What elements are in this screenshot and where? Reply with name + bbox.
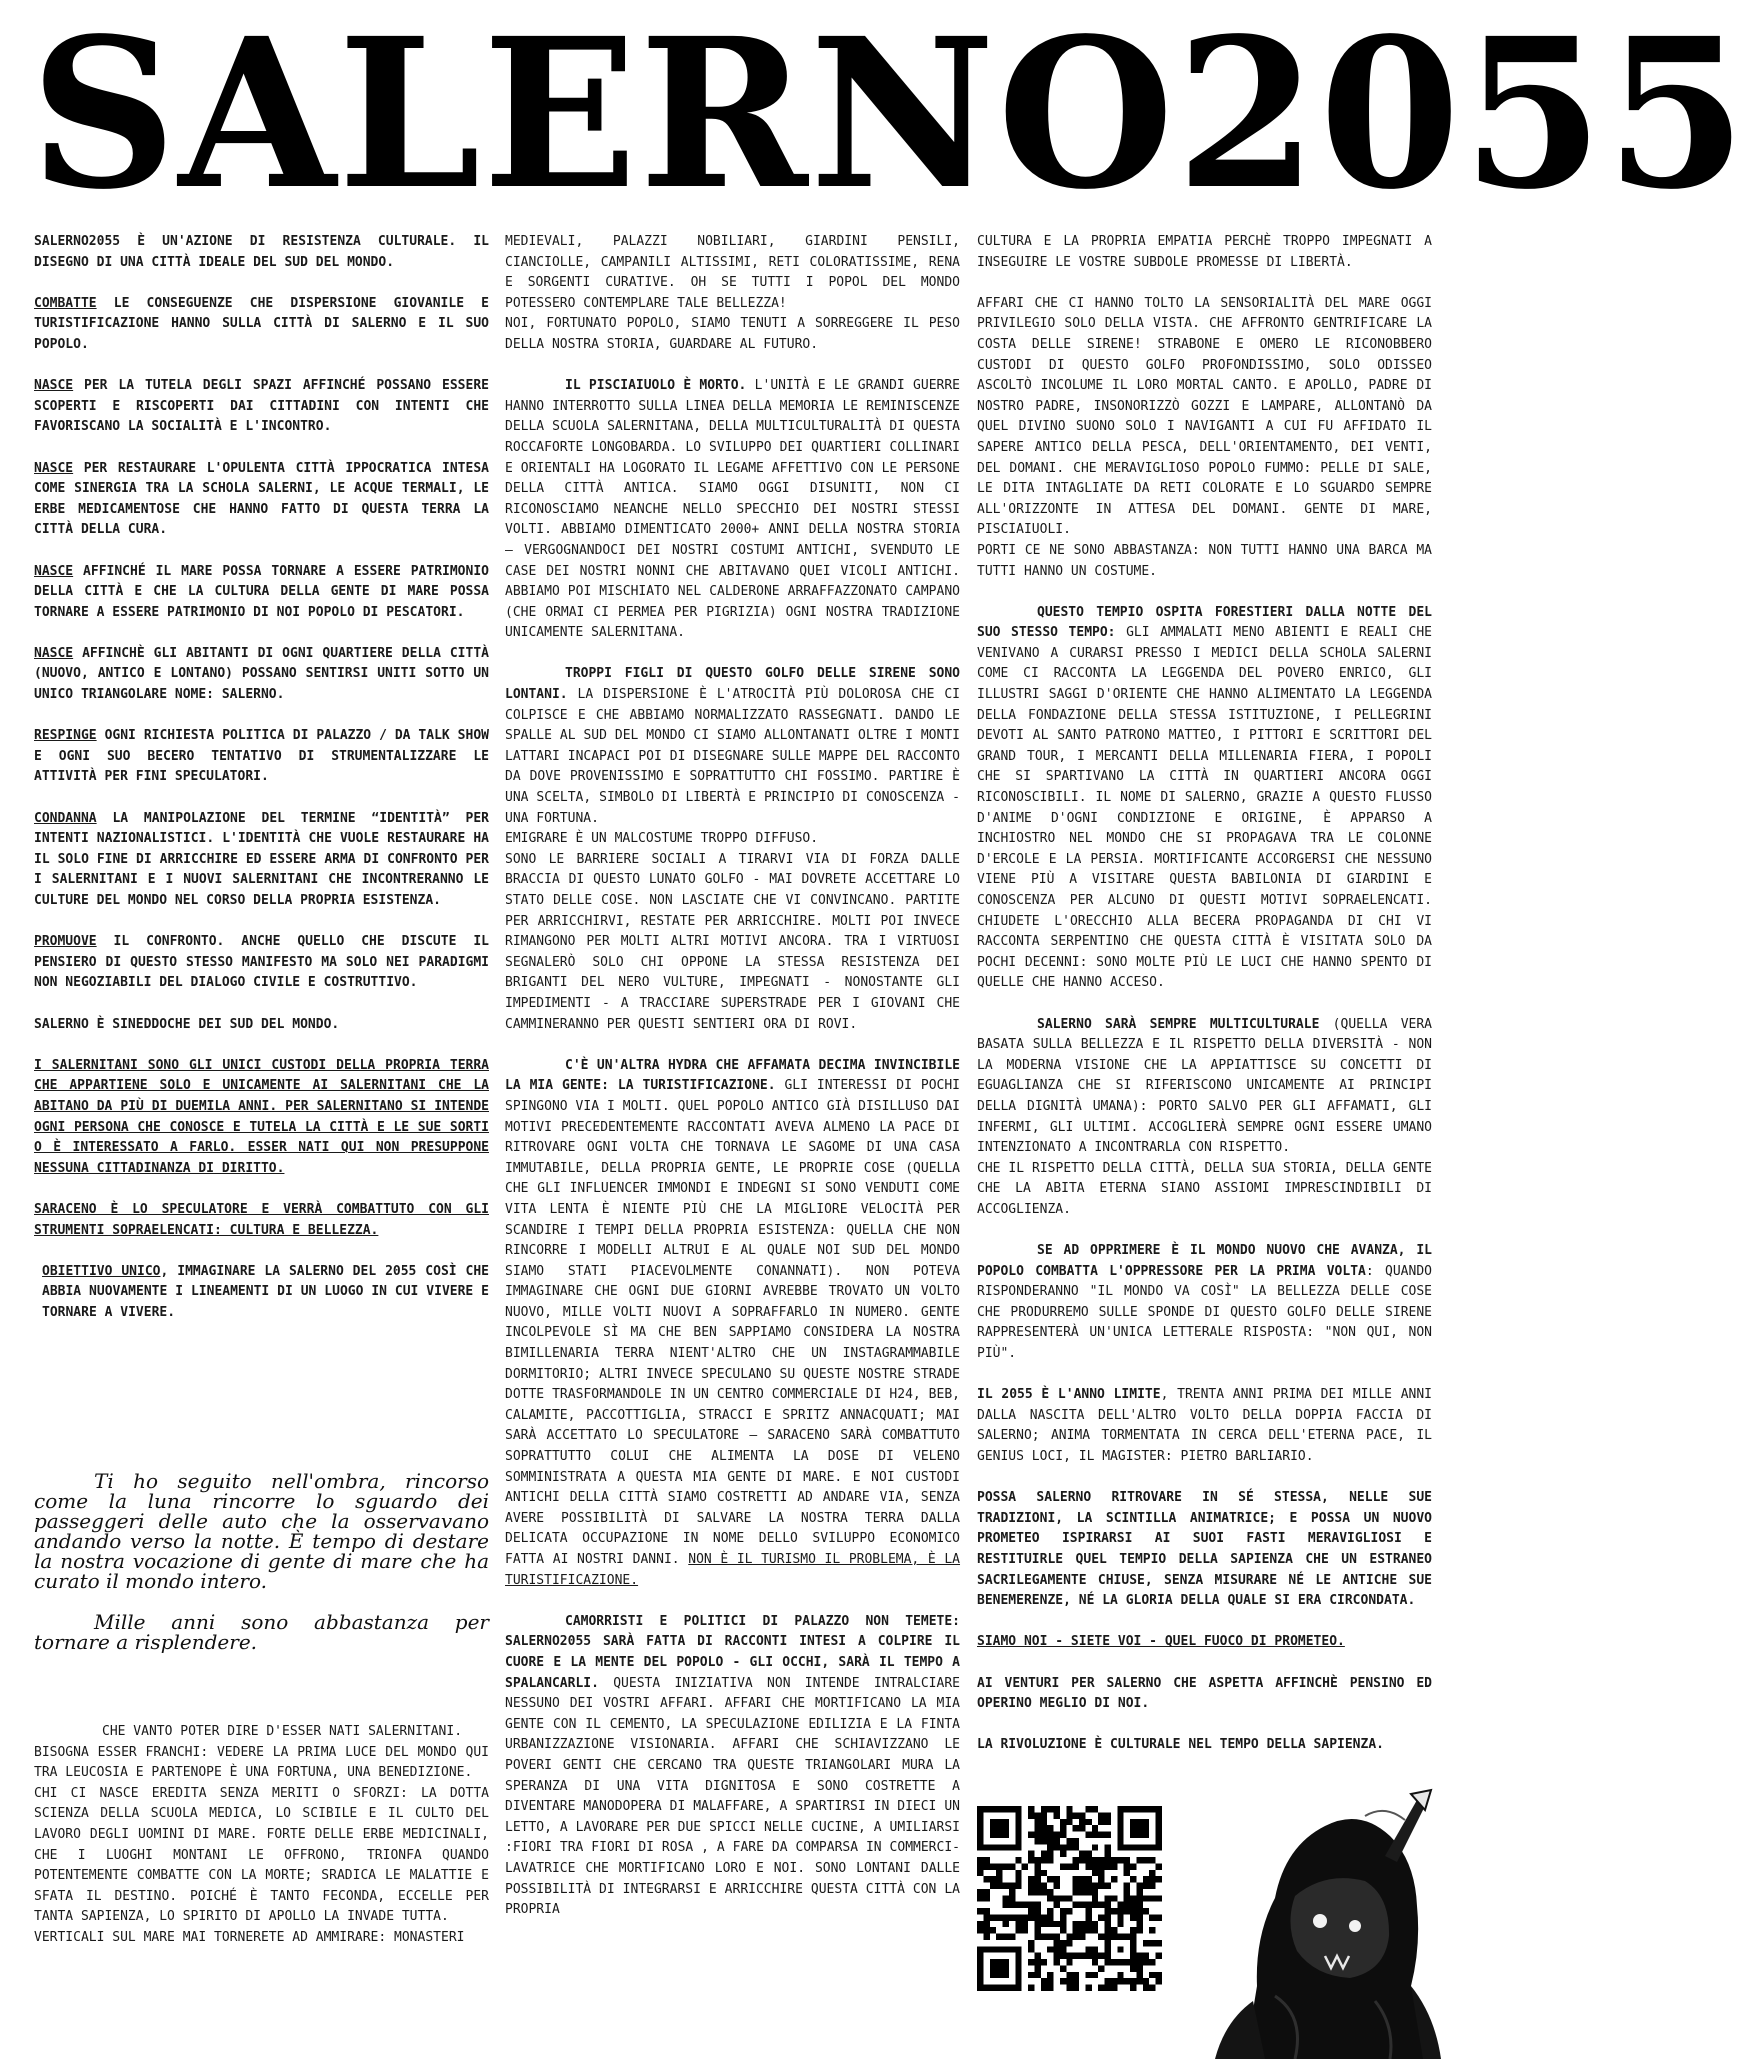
paragraph-text: LA MANIPOLAZIONE DEL TERMINE “IDENTITÀ” PER INTENTI NAZIONALISTICI. L'IDENTITÀ CHE VUOLE RESTAURARE HA IL SOLO FINE DI ARRICCHIRE ED ESSERE ARMA DI CONFRONTO PER I SALERNITANI E I NUOVI SALERNITANI CHE INCONTRERANNO LE CULTURE DEL MONDO NEL CORSO DELLA PROPRIA ESISTENZA.: [34, 810, 489, 908]
chi-paragraph: CHI CI NASCE EREDITA SENZA MERITI O SFORZI: LA DOTTA SCIENZA DELLA SCUOLA MEDICA, LO SCIBILE E IL CULTO DEL LAVORO DEGLI UOMINI DI MARE. FORTE DELLE ERBE MEDICINALI, CHE I LUOGHI MONTANI LE OFFRONO, TRIONFA QUANDO POTENTEMENTE COMBATTE CON LA MORTE; SRADICA LE MALATTIE E SFATA IL DESTINO. POICHÉ È TANTO FECONDA, ECCELLE PER TANTA SAPIENZA, LO SPIRITO DI APOLLO LA INVADE TUTTA.: [34, 1785, 489, 1925]
verticali-paragraph: VERTICALI SUL MARE MAI TORNERETE AD AMMIRARE: MONASTERI: [34, 1929, 465, 1945]
paragraph-text: LA DISPERSIONE È L'ATROCITÀ PIÙ DOLOROSA CHE CI COLPISCE E CHE ABBIAMO NORMALIZZATO RASSEGNATI. DANDO LE SPALLE AL SUD DEL MONDO CI SIAMO ALLONTANATI OLTRE I MONTI LATTARI INCAPACI POI DI DISEGNARE SULLE MAPPE DEL RACCONTO DA DOVE PROVENISSIMO E SOPRATTUTTO CHI FOSSIMO. PARTIRE È UNA SCELTA, SIMBOLO DI LIBERTÀ E PRINCIPIO DI CONOSCENZA - UNA FORTUNA.: [505, 687, 960, 826]
paragraph-text: , IMMAGINARE LA SALERNO DEL 2055 COSÌ CHE ABBIA NUOVAMENTE I LINEAMENTI DI UN LUOGO IN CUI VIVERE E TORNARE A VIVERE.: [42, 1263, 489, 1320]
monuments-paragraph: MEDIEVALI, PALAZZI NOBILIARI, GIARDINI PENSILI, CIANCIOLLE, CAMPANILI ALTISSIMI, RETI COLORATISSIME, RENA E SORGENTI CURATIVE. OH SE TUTTI I POPOL DEL MONDO POTESSERO CONTEMPLARE TALE BELLEZZA!: [505, 234, 960, 311]
verb-label: RESPINGE: [34, 728, 97, 744]
poetic-quote: [34, 1471, 489, 1673]
emigrare-paragraph: EMIGRARE È UN MALCOSTUME TROPPO DIFFUSO.: [505, 831, 819, 847]
verb-label: OBIETTIVO UNICO: [42, 1263, 161, 1279]
respinge-paragraph: [34, 726, 489, 788]
verb-label: NASCE: [34, 378, 74, 394]
rivoluzione-paragraph: LA RIVOLUZIONE È CULTURALE NEL TEMPO DELLA SAPIENZA.: [977, 1737, 1384, 1753]
camorristi-paragraph: [505, 1612, 960, 1921]
qr-code-icon[interactable]: [977, 1806, 1162, 1991]
figli-paragraph: [505, 664, 960, 829]
nasce-paragraph-1: [34, 376, 489, 438]
section-heading: QUESTO TEMPIO OSPITA FORESTIERI DALLA NOTTE DEL SUO STESSO TEMPO:: [977, 604, 1432, 641]
section-heading: CAMORRISTI E POLITICI DI PALAZZO NON TEMETE: SALERNO2055 SARÀ FATTA DI RACCONTI INTESI A COLPIRE IL CUORE E LA MENTE DEL POPOLO - GLI OCCHI, SARÀ IL TEMPO A SPALANCARLI.: [505, 1613, 960, 1691]
section-heading: SE AD OPPRIMERE È IL MONDO NUOVO CHE AVANZA, IL POPOLO COMBATTA L'OPPRESSORE PER LA PRIMA VOLTA: [977, 1243, 1432, 1279]
combatte-paragraph: [34, 294, 489, 356]
section-heading: IL PISCIAIUOLO È MORTO.: [565, 378, 747, 394]
section-heading: C'È UN'ALTRA HYDRA CHE AFFAMATA DECIMA INVINCIBILE LA MIA GENTE: LA TURISTIFICAZIONE.: [505, 1057, 960, 1094]
masthead-title: SALERNO2055: [30, 0, 1749, 235]
verb-label: NASCE: [34, 645, 74, 661]
paragraph-text: , TRENTA ANNI PRIMA DEI MILLE ANNI DALLA NASCITA DELL'ALTRO VOLTO DELLA DOPPIA FACCIA DI SALERNO; ANIMA TORMENTATA IN CERCA DELL'ETERNA PACE, IL GENIUS LOCI, IL MAGISTER: PIETRO BARLIARIO.: [977, 1387, 1433, 1465]
franchi-paragraph: BISOGNA ESSER FRANCHI: VEDERE LA PRIMA LUCE DEL MONDO QUI TRA LEUCOSIA E PARTENOPE È UNA FORTUNA, UNA BENEDIZIONE.: [34, 1744, 489, 1781]
verb-label: CONDANNA: [34, 810, 97, 826]
nasce-paragraph-2: [34, 459, 489, 541]
intro-paragraph: SALERNO2055 È UN'AZIONE DI RESISTENZA CULTURALE. IL DISEGNO DI UNA CITTÀ IDEALE DEL SUD DEL MONDO.: [34, 234, 489, 270]
hydra-paragraph: [505, 1056, 960, 1591]
hooded-figure-illustration: [1185, 1786, 1445, 2059]
tempio-paragraph: [977, 603, 1432, 994]
verb-label: COMBATTE: [34, 295, 97, 311]
sensorialita-paragraph: AFFARI CHE CI HANNO TOLTO LA SENSORIALITÀ DEL MARE OGGI PRIVILEGIO SOLO DELLA VISTA. CHE AFFRONTO GENTRIFICARE LA COSTA DELLE SIRENE! STRABONE E OMERO LE RICONOBBERO CUSTODI DI QUESTO GOLFO PROFONDISSIMO, SOLO ODISSEO ASCOLTÒ INCOLUME IL LORO MORTAL CANTO. E APOLLO, PADRE DI NOSTRO PADRE, INSONORIZZÒ GOZZI E LAMPARE, ALLONTANÒ DA QUEL DIVINO SUONO SOLO I NAVIGANTI A CUI FU AFFIDATO IL SAPERE ANTICO DELLA PESCA, DELL'ORIENTAMENTO, DEI VENTI, DEL DOMANI. CHE MERAVIGLIOSO POPOLO FUMMO: PELLE DI SALE, LE DITA INTAGLIATE DA RETI COLORATE E LO SGUARDO SEMPRE ALL'ORIZZONTE IN ATTESA DEL DOMANI. GENTE DI MARE, PISCIAIUOLI.: [977, 295, 1432, 538]
paragraph-text: LE CONSEGUENZE CHE DISPERSIONE GIOVANILE E TURISTIFICAZIONE HANNO SULLA CITTÀ DI SALERNO E IL SUO POPOLO.: [34, 295, 489, 352]
vanto-paragraph: CHE VANTO POTER DIRE D'ESSER NATI SALERNITANI.: [102, 1724, 463, 1739]
custodi-paragraph: I SALERNITANI SONO GLI UNICI CUSTODI DELLA PROPRIA TERRA CHE APPARTIENE SOLO E UNICAMENTE AI SALERNITANI CHE LA ABITANO DA PIÙ DI DUEMILA ANNI. PER SALERNITANO SI INTENDE OGNI PERSONA CHE CONOSCE E TUTELA LA CITTÀ E LE SUE SORTI O È INTERESSATO A FARLO. ESSER NATI QUI NON PRESUPPONE NESSUNA CITTADINANZA DI DIRITTO.: [34, 1057, 489, 1176]
quote-paragraph-2: Mille anni sono abbastanza per tornare a risplendere.: [34, 1610, 489, 1654]
paragraph-text: QUESTA INIZIATIVA NON INTENDE INTRALCIARE NESSUNO DEI VOSTRI AFFARI. AFFARI CHE MORTIFICANO LA MIA GENTE CON IL CEMENTO, LA SPECULAZIONE EDILIZIA E LA FINTA URBANIZZAZIONE VISIONARIA. AFFARI CHE SCHIAVIZZANO LE POVERI GENTI CHE CERCANO TRA QUESTE TRIANGOLARI MURA LA SPERANZA DI UNA VITA DIGNITOSA E SONO COSTRETTE A DIVENTARE MANODOPERA DI MALAFFARE, A SPARTIRSI IN DIECI UN LETTO, A LAVORARE PER DUE SPICCI NELLE CUCINE, A UMILIARSI :FIORI TRA FIORI DI ROSA , A FARE DA COMPARSA IN COMMERCI-LAVATRICE CHE MORTIFICANO LORO E NOI. SONO LONTANI DALLE POSSIBILITÀ DI INTEGRARSI E ARRICCHIRE QUESTA CITTÀ CON LA PROPRIA: [505, 1675, 960, 1918]
section-heading: IL 2055 È L'ANNO LIMITE: [977, 1387, 1161, 1403]
paragraph-text: AFFINCHÈ GLI ABITANTI DI OGNI QUARTIERE DELLA CITTÀ (NUOVO, ANTICO E LONTANO) POSSANO SENTIRSI UNITI SOTTO UN UNICO TRIANGOLARE NOME: SALERNO.: [34, 645, 489, 703]
cultura-paragraph: CULTURA E LA PROPRIA EMPATIA PERCHÈ TROPPO IMPEGNATI A INSEGUIRE LE VOSTRE SUBDOLE PROMESSE DI LIBERTÀ.: [977, 234, 1432, 270]
condanna-paragraph: [34, 809, 489, 912]
limite-paragraph: [977, 1385, 1432, 1467]
multiculturale-paragraph: [977, 1015, 1432, 1159]
verb-label: NASCE: [34, 460, 74, 476]
promuove-paragraph: [34, 932, 489, 994]
porti-paragraph: PORTI CE NE SONO ABBASTANZA: NON TUTTI HANNO UNA BARCA MA TUTTI HANNO UN COSTUME.: [977, 542, 1432, 579]
possa-paragraph: POSSA SALERNO RITROVARE IN SÉ STESSA, NELLE SUE TRADIZIONI, LA SCINTILLA ANIMATRICE; E POSSA UN NUOVO PROMETEO ISPIRARSI AI SUOI FASTI MERAVIGLIOSI E RESTITUIRLE QUEL TEMPIO DELLA SAPIENZA CHE UN ESTRANEO SACRILEGAMENTE CHIUSE, SENZA MISURARE NÉ LE ANTICHE SUE BENEMERENZE, NÉ LA GLORIA DELLA QUALE SI ERA CIRCONDATA.: [977, 1490, 1432, 1609]
prometeo-paragraph: SIAMO NOI - SIETE VOI - QUEL FUOCO DI PROMETEO.: [977, 1634, 1345, 1650]
manifesto-column-1: [34, 232, 489, 1344]
speculatore-paragraph: SARACENO È LO SPECULATORE E VERRÀ COMBATTUTO CON GLI STRUMENTI SOPRAELENCATI: CULTURA E BELLEZZA.: [34, 1201, 489, 1238]
nasce-paragraph-4: [34, 644, 489, 706]
paragraph-text: IL CONFRONTO. ANCHE QUELLO CHE DISCUTE IL PENSIERO DI QUESTO STESSO MANIFESTO MA SOLO NEI PARADIGMI NON NEGOZIABILI DEL DIALOGO CIVILE E COSTRUTTIVO.: [34, 934, 489, 991]
paragraph-text: : QUANDO RISPONDERANNO "IL MONDO VA COSÌ" LA BELLEZZA DELLE COSE CHE PRODURREMO SULLE SPONDE DI QUESTO GOLFO DELLE SIRENE RAPPRESENTERÀ UN'UNICA LETTERALE RISPOSTA: "NON QUI, NON PIÙ".: [977, 1263, 1432, 1362]
underlined-statement: NON È IL TURISMO IL PROBLEMA, È LA TURISTIFICAZIONE.: [505, 1552, 961, 1588]
manifesto-column-2: [505, 232, 960, 1941]
verb-label: NASCE: [34, 563, 74, 579]
quote-paragraph-1: Ti ho seguito nell'ombra, rincorso come la luna rincorre lo sguardo dei passeggeri delle auto che la osservavano andando verso la notte. È tempo di destare la nostra vocazione di gente di mare che ha curato il mondo intero.: [34, 1469, 489, 1593]
venturi-paragraph: AI VENTURI PER SALERNO CHE ASPETTA AFFINCHÈ PENSINO ED OPERINO MEGLIO DI NOI.: [977, 1675, 1432, 1712]
paragraph-text: L'UNITÀ E LE GRANDI GUERRE HANNO INTERROTTO SULLA LINEA DELLA MEMORIA LE REMINISCENZE DELLA SCUOLA SALERNITANA, DELLA MULTICULTURALITÀ DI QUESTA ROCCAFORTE LONGOBARDA. LO SVILUPPO DEI QUARTIERI COLLINARI E ORIENTALI HA LOGORATO IL LEGAME AFFETTIVO CON LE PERSONE DELLA CITTÀ ANTICA. SIAMO OGGI DISUNITI, NON CI RICONOSCIAMO NEANCHE NELLO SPECCHIO DEI NOSTRI STESSI VOLTI. ABBIAMO DIMENTICATO 2000+ ANNI DELLA NOSTRA STORIA – VERGOGNANDOCI DEI NOSTRI COSTUMI ANTICHI, SVENDUTO LE CASE DEI NOSTRI NONNI CHE ABITAVANO QUEI VICOLI ANTICHI. ABBIAMO POI MISCHIATO NEL CALDERONE ARRAFFAZZONATO CAMPANO (CHE ORMAI CI PERMEA PER PIGRIZIA) OGNI NOSTRA TRADIZIONE UNICAMENTE SALERNITANA.: [505, 378, 960, 641]
manifesto-column-3: [977, 232, 1432, 1777]
nasce-paragraph-3: [34, 562, 489, 624]
fortunato-paragraph: NOI, FORTUNATO POPOLO, SIAMO TENUTI A SORREGGERE IL PESO DELLA NOSTRA STORIA, GUARDARE AL FUTURO.: [505, 316, 960, 352]
pisciaiuolo-paragraph: [505, 376, 960, 644]
rispetto-paragraph: CHE IL RISPETTO DELLA CITTÀ, DELLA SUA STORIA, DELLA GENTE CHE LA ABITA ETERNA SIANO ASSIOMI IMPRESCINDIBILI DI ACCOGLIENZA.: [977, 1160, 1432, 1217]
barriere-paragraph: SONO LE BARRIERE SOCIALI A TIRARVI VIA DI FORZA DALLE BRACCIA DI QUESTO LUNATO GOLFO - MAI DOVRETE ACCETTARE LO STATO DELLE COSE. NON LASCIATE CHE VI CONVINCANO. PARTITE PER ARRICCHIRVI, RESTATE PER ARRICCHIRE. MOLTI POI INVECE RIMANGONO PER MOLTI ALTRI MOTIVI ANCORA. TRA I VIRTUOSI SEGNALERÒ SOLO CHI OPPONE LA STESSA RESISTENZA DEI BRIGANTI DEL NERO VULTURE, IMPEGNATI - NONOSTANTE GLI IMPEDIMENTI - A TRACCIARE SUPERSTRADE PER I GIOVANI CHE CAMMINERANNO PER QUESTI SENTIERI ORA DI ROVI.: [505, 851, 960, 1032]
section-heading: TROPPI FIGLI DI QUESTO GOLFO DELLE SIRENE SONO LONTANI.: [505, 666, 960, 703]
paragraph-text: GLI AMMALATI MENO ABIENTI E REALI CHE VENIVANO A CURARSI PRESSO I MEDICI DELLA SCHOLA SALERNI COME CI RACCONTA LA LEGGENDA DEL POVERO ENRICO, GLI ILLUSTRI SAGGI D'ORIENTE CHE HANNO ALIMENTATO LA LEGGENDA DELLA FONDAZIONE DELLA STESSA ISTITUZIONE, I PELLEGRINI DEVOTI AL SANTO PATRONO MATTEO, I PITTORI E SCRITTORI DEL GRAND TOUR, I MERCANTI DELLA MILLENARIA FIERA, I POPOLI CHE SI SPARTIVANO LA CITTÀ IN QUARTIERI ANCORA OGGI RICONOSCIBILI. IL NOME DI SALERNO, GRAZIE A QUESTO FLUSSO D'ANIME D'OGNI CONDIZIONE E ORIGINE, È APPARSO A INCHIOSTRO NEL MONDO CHE SI PROPAGAVA TRA LE COLONNE D'ERCOLE E LA PERSIA. MORTIFICANTE ACCORGERSI CHE NESSUNO VIENE PIÙ A VISITARE QUESTA BABILONIA DI GIARDINI E CONOSCENZA PER ALCUNO DI QUESTI MOTIVI SOPRAELENCATI. CHIUDETE L'ORECCHIO ALLA BECERA PROPAGANDA DI CHI VI RACCONTA SERPENTINO CHE QUESTA CITTÀ È VISITATA SOLO DA POCHI DECENNI: SONO MOLTE PIÙ LE LUCI CHE HANNO SPENTO DI QUELLE CHE HANNO ACCESO.: [977, 625, 1432, 991]
manifesto-column-1-bottom: [34, 1722, 489, 1949]
verb-label: PROMUOVE: [34, 934, 97, 950]
section-heading: SALERNO SARÀ SEMPRE MULTICULTURALE: [1037, 1016, 1320, 1032]
paragraph-text: GLI INTERESSI DI POCHI SPINGONO VIA I MOLTI. QUEL POPOLO ANTICO GIÀ DISILLUSO DAI MOTIVI PRECEDENTEMENTE RACCONTATI AVEVA ALMENO LA PACE DI RITROVARE OGNI VOLTA CHE TORNAVA LE SAGOME DI UNA CASA IMMUTABILE, DELLA PROPRIA GENTE, LE PROPRIE COSE (QUELLA CHE GLI INFLUENCER IMMONDI E INDEGNI SI SONO VENDUTI COME VITA LENTA È NIENTE PIÙ CHE LA MIGLIORE VELOCITÀ PER SCANDIRE I TEMPI DELLA PROPRIA ESISTENZA: QUELLA CHE NON RINCORRE I MODELLI ALTRUI E AL QUALE NOI SUD DEL MONDO SIAMO STATI PIACEVOLMENTE CONANNATI). NON POTEVA IMMAGINARE CHE OGNI DUE GIORNI AVREBBE TROVATO UN VOLTO NUOVO, MILLE VOLTI NUOVI A SOPRAFFARLO IN NUMERO. GENTE INCOLPEVOLE SÌ MA CHE BEN SAPPIAMO CONSIDERA LA NOSTRA BIMILLENARIA TERRA NIENT'ALTRO CHE UN INSTAGRAMMABILE DORMITORIO; ALTRI INVECE SPECULANO SU QUESTE NOSTRE STRADE DOTTE TRASFORMANDOLE IN UN CENTRO COMMERCIALE DI H24, BEB, CALAMITE, PACCOTTIGLIA, STRACCI E SPRITZ ANNACQUATI; MAI SARÀ ACCETTATO LO SPECULATORE – SARACENO SARÀ COMBATTUTO SOPRATTUTTO COLUI CHE ALIMENTA LA DOSE DI VELENO SOMMINISTRATA A QUESTA MIA GENTE DI MARE. E NOI CUSTODI ANTICHI DELLA CITTÀ SIAMO COSTRETTI AD ANDARE VIA, SENZA AVERE POSSIBILITÀ DI SALVARE LA NOSTRA TERRA DALLA DELICATA OCCUPAZIONE IN NOME DELLO SVILUPPO ECONOMICO FATTA AI NOSTRI DANNI.: [505, 1078, 960, 1567]
paragraph-text: AFFINCHÉ IL MARE POSSA TORNARE A ESSERE PATRIMONIO DELLA CITTÀ E CHE LA CULTURA DELLA GENTE DI MARE POSSA TORNARE A ESSERE PATRIMONIO DI NOI POPOLO DI PESCATORI.: [34, 563, 489, 620]
opprimere-paragraph: [977, 1241, 1432, 1365]
paragraph-text: OGNI RICHIESTA POLITICA DI PALAZZO / DA TALK SHOW E OGNI SUO BECERO TENTATIVO DI STRUMENTALIZZARE LE ATTIVITÀ PER FINI SPECULATORI.: [34, 728, 489, 785]
paragraph-text: PER RESTAURARE L'OPULENTA CITTÀ IPPOCRATICA INTESA COME SINERGIA TRA LA SCHOLA SALERNI, LE ACQUE TERMALI, LE ERBE MEDICAMENTOSE CHE HANNO FATTO DI QUESTA TERRA LA CITTÀ DELLA CURA.: [34, 460, 489, 538]
sineddoche-paragraph: SALERNO È SINEDDOCHE DEI SUD DEL MONDO.: [34, 1016, 340, 1032]
paragraph-text: (QUELLA VERA BASATA SULLA BELLEZZA E IL RISPETTO DELLA DIVERSITÀ - NON LA MODERNA VISIONE CHE LA APPIATTISCE SU CONCETTI DI EGUAGLIANZA CHE SI RIFERISCONO UNICAMENTE AI PRINCIPI DELLA DIGNITÀ UMANA): PORTO SALVO PER GLI AFFAMATI, GLI INFERMI, GLI ULTIMI. ACCOGLIERÀ SEMPRE OGNI ESSERE UMANO INTENZIONATO A INCONTRARLA CON RISPETTO.: [977, 1016, 1433, 1156]
obiettivo-paragraph: [34, 1262, 489, 1324]
paragraph-text: PER LA TUTELA DEGLI SPAZI AFFINCHÉ POSSANO ESSERE SCOPERTI E RISCOPERTI DAI CITTADINI CON INTENTI CHE FAVORISCANO LA SOCIALITÀ E L'INCONTRO.: [34, 378, 489, 435]
